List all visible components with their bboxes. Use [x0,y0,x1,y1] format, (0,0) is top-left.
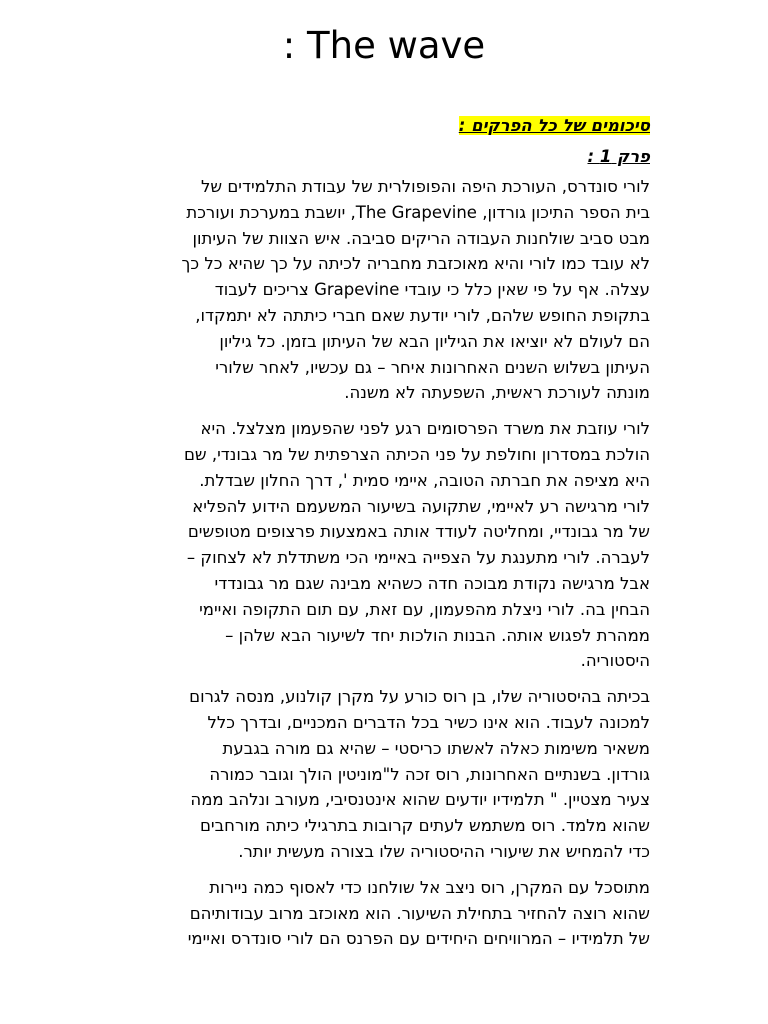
text-line: של מר גבונדיי, ומחליטה לעודד אותה באמצעות פרצופים מטופשים [187,522,650,542]
text-line: הם לעולם לא יוציאו את הגיליון הבא של העיתון בזמן. כל גיליון [219,331,650,351]
paragraph-2 [128,416,650,674]
paragraph-4 [128,875,650,952]
text-line: צעיר מצטיין. " תלמידיו יודעים שהוא אינטנסיבי, מעורב ונלהב ממה [190,790,650,810]
text-line: לא עובד כמו לורי והיא מאוכזבת מחבריה לכיתה על כך שהיא כל כך [181,254,650,274]
summaries-heading-text: סיכומים של כל הפרקים : [458,116,650,135]
text-line: מתוסכל עם המקרן, רוס ניצב אל שולחנו כדי לאסוף כמה ניירות [209,877,650,897]
text-line: לורי מרגישה רע לאיימי, שתקועה בשיעור המשעמם הידוע להפליא [192,496,650,516]
paragraph-1 [128,174,650,406]
text-line: בכיתה בהיסטוריה שלו, בן רוס כורע על מקרן קולנוע, מנסה לגרום [189,687,650,707]
text-line: הבחין בה. לורי ניצלת מהפעמון, עם זאת, עם תום התקופה ואיימי [199,599,650,619]
text-line: ממהרת לפגוש אותה. הבנות הולכות יחד לשיעור הבא שלהן – [225,625,650,645]
text-line: שהוא רוצה להחזיר בתחילת השיעור. הוא מאוכזב מרוב עבודותיהם [189,903,650,923]
text-line: הולכת במסדרון וחולפת על פני הכיתה הצרפתית של מר גבונדי, שם [183,444,650,464]
text-line: בית הספר התיכון גורדון, The Grapevine, יושבת במערכת ועורכת [186,202,650,222]
document-title: : The wave [282,24,486,67]
text-line: כדי להמחיש את שיעורי ההיסטוריה שלו בצורה מעשית יותר. [238,841,650,861]
text-line: אבל מרגישה נקודת מבוכה חדה כשהיא מבינה שגם מר גבונדדי [214,573,650,593]
text-line: לורי עוזבת את משרד הפרסומים רגע לפני שהפעמון מצלצל. היא [200,419,650,439]
text-line: העיתון בשלוש השנים האחרונות איחר – גם עכשיו, לאחר שלורי [215,357,650,377]
text-line: עצלה. אף על פי שאין כלל כי עובדי Grapevine צריכים לעבוד [214,280,650,300]
text-line: שהוא מלמד. רוס משתמש לעתים קרובות בתרגילי כיתה מורחבים [199,816,650,836]
chapter-heading [128,144,650,170]
text-line: היסטוריה. [580,651,650,671]
text-line: מבט סביב שולחנות העבודה הריקים סביבה. איש הצוות של העיתון [192,228,650,248]
paragraph-3 [128,684,650,865]
text-line: היא מציפה את חברתה הטובה, איימי סמית ', דרך החלון שבדלת. [199,470,650,490]
document-body [128,113,650,962]
text-line: גורדון. בשנתיים האחרונות, רוס זכה ל"מוניטין הולך וגובר כמורה [209,764,650,784]
text-line: למכונה לעבוד. הוא אינו כשיר בכל הדברים המכניים, ובדרך כלל [207,712,650,732]
text-line: לורי סונדרס, העורכת היפה והפופולרית של עבודת התלמידים של [201,177,650,196]
text-line: מונתה לעורכת ראשית, השפעתה לא משנה. [344,383,650,403]
text-line: משאיר משימות כאלה לאשתו כריסטי – שהיא גם מורה בגבעת [222,738,650,758]
text-line: בתקופת החופש שלהם, לורי יודעת שאם חברי כיתתה לא יתמקדו, [195,305,650,325]
text-line: לעברה. לורי מתענגת על הצפייה באיימי הכי משתדלת לא לצחוק – [186,548,650,568]
chapter-heading-text: פרק 1 : [587,147,650,166]
summaries-heading [128,113,650,139]
text-line: של תלמידיו – המרוויחים היחידים עם הפרנס הם לורי סונדרס ואיימי [187,929,650,949]
